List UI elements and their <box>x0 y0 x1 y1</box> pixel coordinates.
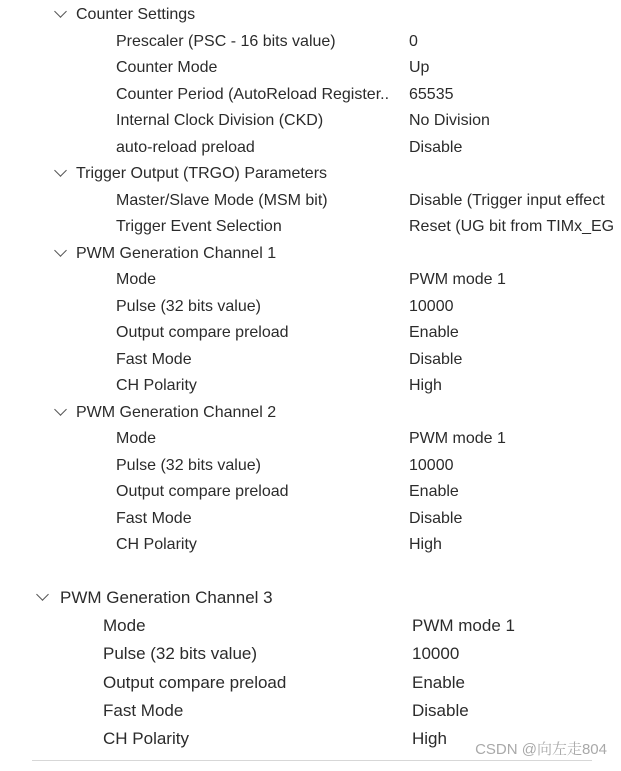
parameter-row[interactable] <box>0 294 621 320</box>
parameter-value[interactable]: Reset (UG bit from TIMx_EG <box>409 218 615 235</box>
parameter-row[interactable] <box>0 55 621 81</box>
parameter-value[interactable]: 10000 <box>409 297 454 315</box>
parameter-value[interactable]: Disable (Trigger input effect <box>409 191 605 209</box>
parameter-label: Counter Period (AutoReload Register.. <box>116 85 390 103</box>
parameter-value[interactable]: 0 <box>409 32 418 50</box>
parameter-value[interactable]: High <box>412 729 447 748</box>
parameter-value[interactable]: Disable <box>409 509 463 527</box>
parameter-label: Output compare preload <box>103 672 287 692</box>
parameter-label: CH Polarity <box>116 377 197 394</box>
chevron-down-icon[interactable] <box>54 5 67 18</box>
parameter-label: Fast Mode <box>103 700 184 720</box>
parameter-value[interactable]: Disable <box>409 350 463 368</box>
parameter-label: Master/Slave Mode (MSM bit) <box>116 191 328 209</box>
parameter-row[interactable] <box>0 108 621 134</box>
parameter-value[interactable]: Disable <box>409 138 463 156</box>
parameter-value[interactable]: PWM mode 1 <box>409 430 506 447</box>
parameter-value[interactable]: Up <box>409 59 430 76</box>
parameter-value[interactable]: PWM mode 1 <box>409 271 506 288</box>
chevron-down-icon[interactable] <box>36 588 49 601</box>
parameter-value[interactable]: High <box>409 377 442 394</box>
parameter-value[interactable]: Enable <box>409 483 459 500</box>
parameter-row[interactable] <box>0 214 621 240</box>
group-title: PWM Generation Channel 3 <box>60 588 273 607</box>
parameter-label: Counter Mode <box>116 59 218 76</box>
parameter-row[interactable] <box>0 506 621 532</box>
parameter-label: Mode <box>103 616 146 636</box>
parameter-row[interactable] <box>0 82 621 108</box>
parameter-row[interactable] <box>0 453 621 479</box>
parameter-label: Pulse (32 bits value) <box>116 297 261 315</box>
parameter-row[interactable] <box>0 188 621 214</box>
group-title: Counter Settings <box>76 6 196 23</box>
parameter-row[interactable] <box>0 347 621 373</box>
parameter-row[interactable] <box>0 697 621 725</box>
parameter-row[interactable] <box>0 267 621 293</box>
divider <box>32 760 592 761</box>
group-header-trigger-output-trgo-parameters[interactable] <box>0 161 621 187</box>
parameter-label: Fast Mode <box>116 509 192 527</box>
parameter-value[interactable]: 10000 <box>409 456 454 474</box>
parameter-label: auto-reload preload <box>116 138 255 156</box>
parameter-row[interactable] <box>0 135 621 161</box>
parameter-row[interactable] <box>0 532 621 558</box>
group-header-counter-settings[interactable] <box>0 2 621 28</box>
group-title: PWM Generation Channel 1 <box>76 244 277 262</box>
parameter-value[interactable]: PWM mode 1 <box>412 616 515 636</box>
parameter-row[interactable] <box>0 612 621 640</box>
parameter-label: Output compare preload <box>116 324 289 341</box>
group-title: Trigger Output (TRGO) Parameters <box>76 165 328 182</box>
parameter-row[interactable] <box>0 29 621 55</box>
parameter-row[interactable] <box>0 669 621 697</box>
parameter-label: Trigger Event Selection <box>116 218 282 235</box>
parameter-row[interactable] <box>0 426 621 452</box>
chevron-down-icon[interactable] <box>54 164 67 177</box>
parameter-value[interactable]: No Division <box>409 112 490 129</box>
parameter-row[interactable] <box>0 479 621 505</box>
chevron-down-icon[interactable] <box>54 403 67 416</box>
parameter-label: Mode <box>116 430 157 447</box>
parameter-row[interactable] <box>0 373 621 399</box>
parameter-row[interactable] <box>0 640 621 668</box>
watermark-text: CSDN @向左走804 <box>475 741 607 758</box>
parameter-label: Mode <box>116 271 157 288</box>
parameter-value[interactable]: Disable <box>412 700 469 720</box>
parameter-label: Prescaler (PSC - 16 bits value) <box>116 32 336 50</box>
parameter-value[interactable]: 10000 <box>412 644 460 664</box>
parameter-value[interactable]: 65535 <box>409 85 454 103</box>
group-header-pwm-generation-channel-1[interactable] <box>0 241 621 267</box>
group-title: PWM Generation Channel 2 <box>76 403 277 421</box>
parameter-label: Fast Mode <box>116 350 192 368</box>
chevron-down-icon[interactable] <box>54 244 67 257</box>
parameter-label: Output compare preload <box>116 483 289 500</box>
group-header-pwm-generation-channel-2[interactable] <box>0 400 621 426</box>
parameter-value[interactable]: Enable <box>412 672 465 692</box>
parameter-label: Pulse (32 bits value) <box>116 456 261 474</box>
parameter-row[interactable] <box>0 320 621 346</box>
parameter-label: CH Polarity <box>116 536 197 553</box>
group-header-pwm-generation-channel-3[interactable] <box>0 584 621 612</box>
parameter-label: CH Polarity <box>103 729 189 748</box>
parameter-label: Internal Clock Division (CKD) <box>116 112 324 129</box>
parameter-label: Pulse (32 bits value) <box>103 644 258 664</box>
parameter-value[interactable]: Enable <box>409 324 459 341</box>
parameter-value[interactable]: High <box>409 536 442 553</box>
